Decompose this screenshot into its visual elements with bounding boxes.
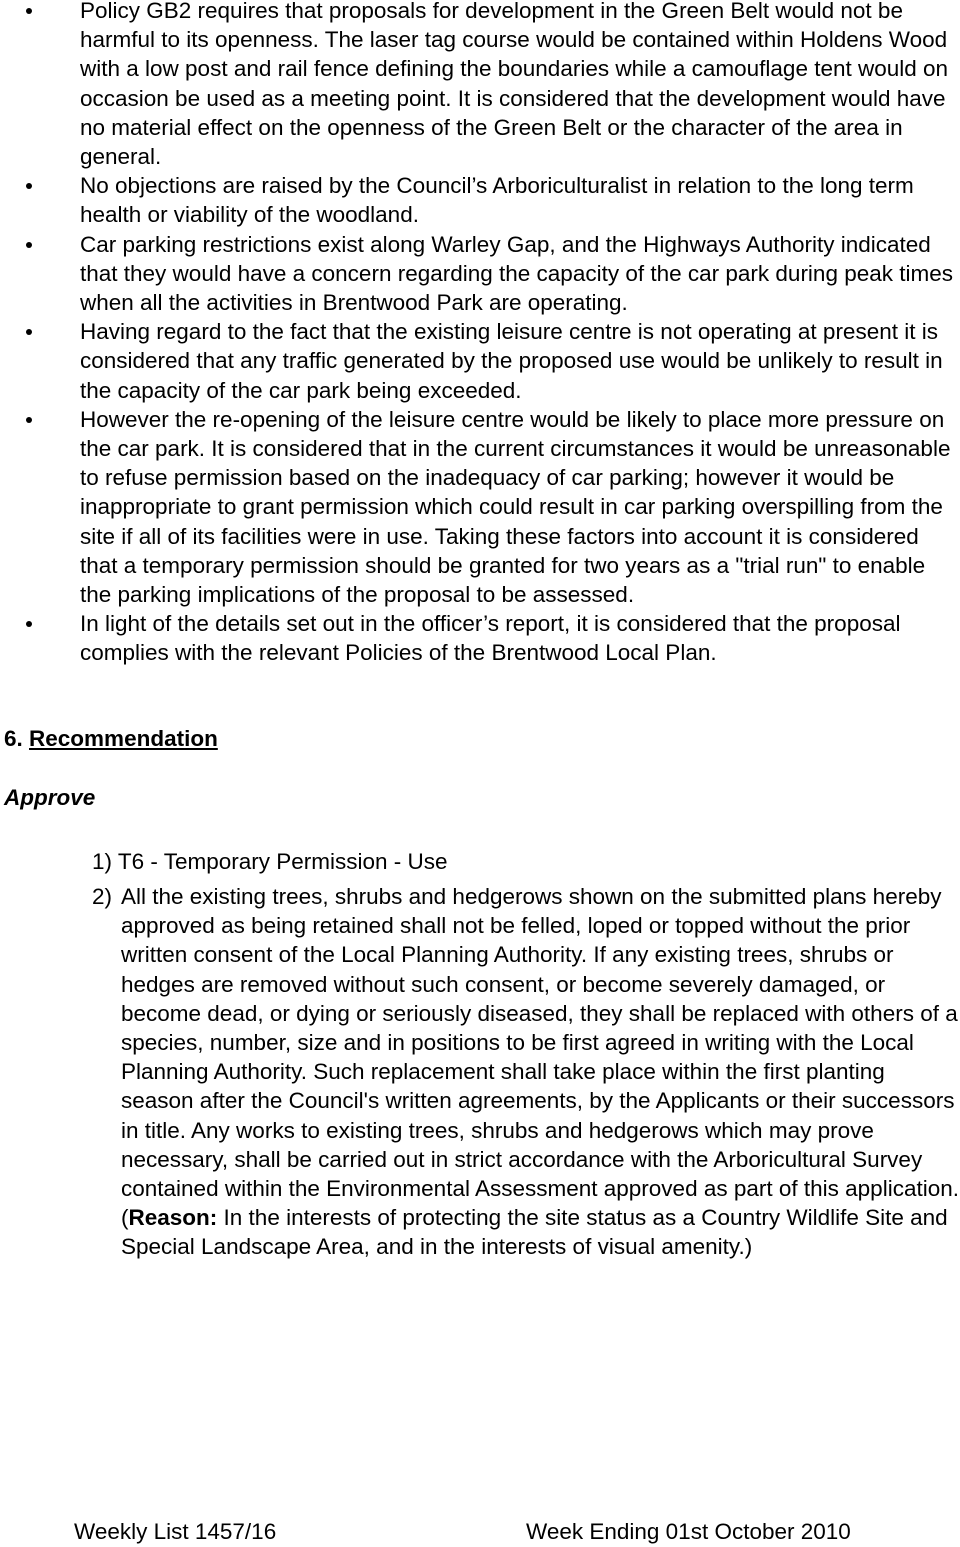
bullet-icon bbox=[26, 242, 32, 248]
reason-text: In the interests of protecting the site status as a Country Wildlife Site and Special Landscape Area, and in the interests of visual amenity.) bbox=[121, 1205, 948, 1260]
condition-body bbox=[121, 882, 960, 1262]
footer-weekly-list: Weekly List 1457/16 bbox=[74, 1519, 277, 1544]
condition-item bbox=[92, 882, 960, 1262]
section-number: 6. bbox=[4, 726, 23, 751]
condition-number: 1) bbox=[92, 849, 113, 874]
list-item bbox=[0, 230, 960, 318]
bullet-text: No objections are raised by the Council’s Arboriculturalist in relation to the long term health or viability of the woodland. bbox=[80, 173, 914, 228]
decision-label: Approve bbox=[4, 785, 96, 810]
list-item bbox=[0, 609, 960, 667]
condition-text: T6 - Temporary Permission - Use bbox=[117, 849, 448, 874]
list-item bbox=[0, 0, 960, 171]
section-heading bbox=[4, 724, 218, 753]
bullet-icon bbox=[26, 417, 32, 423]
bullet-text: However the re-opening of the leisure centre would be likely to place more pressure on the car park. It is considered that in the current circumstances it would be unreasonable to refuse permission based on the inadequacy of car parking; however it would be inappropriate to grant permission which could result in car parking overspilling from the site if all of its facilities were in use. Taking these factors into account it is considered that a temporary permission should be granted for two years as a "trial run" to enable the parking implications of the proposal to be assessed. bbox=[80, 406, 951, 608]
footer-week-ending: Week Ending 01st October 2010 bbox=[526, 1519, 851, 1544]
list-item bbox=[0, 317, 960, 405]
section-title: Recommendation bbox=[29, 726, 218, 751]
list-item bbox=[0, 405, 960, 609]
bullet-icon bbox=[26, 8, 32, 14]
reason-label: Reason: bbox=[128, 1205, 218, 1231]
condition-number: 2) bbox=[92, 884, 113, 909]
condition-item bbox=[92, 847, 448, 876]
bullet-text: In light of the details set out in the officer’s report, it is considered that the proposal complies with the relevant Policies of the Brentwood Local Plan. bbox=[80, 611, 901, 666]
bullet-icon bbox=[26, 621, 32, 627]
bullet-icon bbox=[26, 329, 32, 335]
bullet-icon bbox=[26, 183, 32, 189]
reason-open: ( bbox=[121, 1205, 129, 1231]
bullet-text: Having regard to the fact that the existing leisure centre is not operating at present it is considered that any traffic generated by the proposed use would be unlikely to result in the capacity of the car park being exceeded. bbox=[80, 319, 943, 403]
bullet-text: Car parking restrictions exist along Warley Gap, and the Highways Authority indicated that they would have a concern regarding the capacity of the car park during peak times when all the activities in Brentwood Park are operating. bbox=[80, 231, 954, 316]
list-item bbox=[0, 171, 960, 229]
bullet-list bbox=[0, 0, 960, 668]
bullet-text: Policy GB2 requires that proposals for development in the Green Belt would not be harmful to its openness. The laser tag course would be contained within Holdens Wood with a low post and rail fence defining the boundaries while a camouflage tent would on occasion be used as a meeting point. It is considered that the development would have no material effect on the openness of the Green Belt or the character of the area in general. bbox=[80, 0, 949, 170]
condition-text: All the existing trees, shrubs and hedgerows shown on the submitted plans hereby approved as being retained shall not be felled, loped or topped without the prior written consent of the Local Planning Authority. If any existing trees, shrubs or hedges are removed without such consent, or become severely damaged, or become dead, or dying or seriously diseased, they shall be replaced with others of a species, number, size and in positions to be first agreed in writing with the Local Planning Authority. Such replacement shall take place within the first planting season after the Council's written agreements, by the Applicants or their successors in title. Any works to existing trees, shrubs and hedgerows which may prove necessary, shall be carried out in strict accordance with the Arboricultural Survey contained within the Environmental Assessment approved as part of this application. bbox=[121, 884, 959, 1202]
